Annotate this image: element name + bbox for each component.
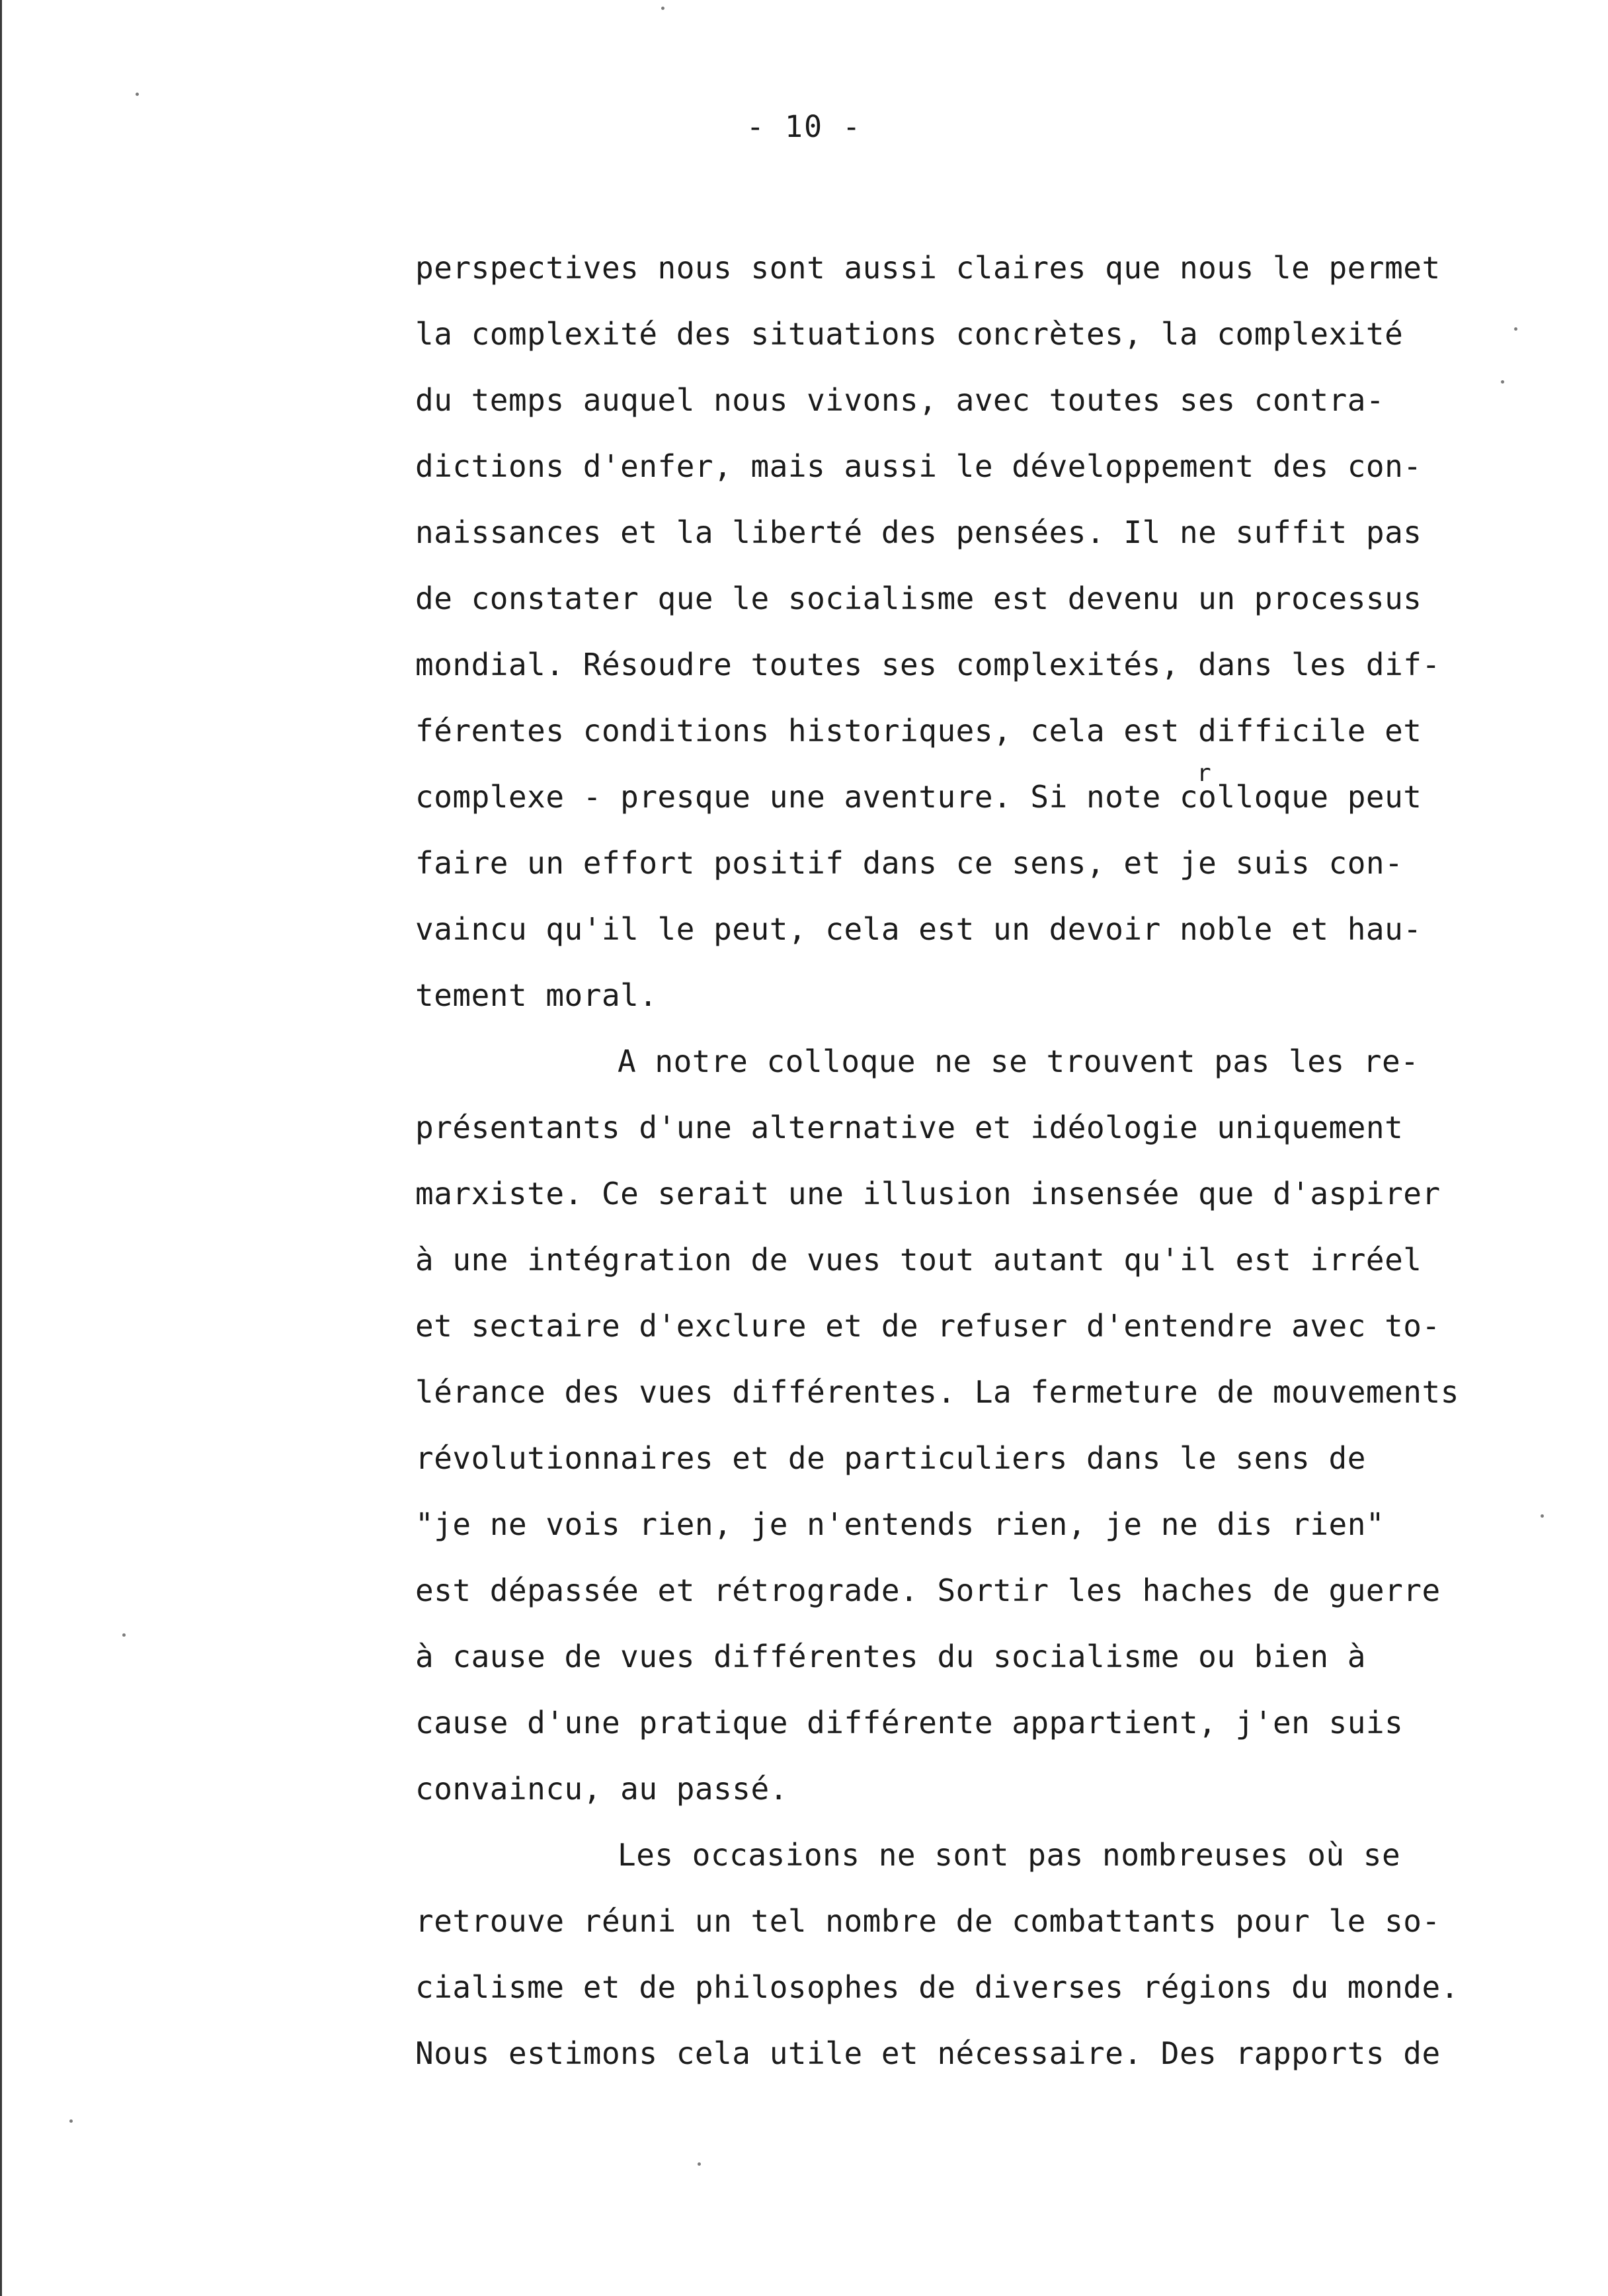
text-line: cialisme et de philosophes de diverses régions du monde.	[415, 1969, 1459, 2005]
paragraph-first-line: Les occasions ne sont pas nombreuses où se	[618, 1837, 1401, 1873]
scan-speck	[1501, 380, 1504, 384]
text-line: la complexité des situations concrètes, la complexité	[415, 316, 1404, 352]
text-line: cause d'une pratique différente appartient, j'en suis	[415, 1705, 1404, 1741]
paragraph-first-line: A notre colloque ne se trouvent pas les re-	[618, 1044, 1420, 1079]
scan-speck	[136, 93, 139, 96]
text-line: "je ne vois rien, je n'entends rien, je ne dis rien"	[415, 1506, 1385, 1542]
text-line: à cause de vues différentes du socialisme ou bien à	[415, 1639, 1366, 1674]
text-line: présentants d'une alternative et idéologie uniquement	[415, 1110, 1404, 1145]
page-number: - 10 -	[746, 109, 862, 144]
text-line: à une intégration de vues tout autant qu'il est irréel	[415, 1242, 1422, 1278]
text-line: faire un effort positif dans ce sens, et je suis con-	[415, 845, 1404, 881]
text-line: vaincu qu'il le peut, cela est un devoir noble et hau-	[415, 911, 1422, 947]
text-line: révolutionnaires et de particuliers dans le sens de	[415, 1440, 1366, 1476]
scan-speck	[1514, 327, 1517, 331]
handwritten-insertion: r	[1197, 760, 1211, 787]
text-line: tement moral.	[415, 977, 658, 1013]
text-line: de constater que le socialisme est devenu un processus	[415, 581, 1422, 616]
text-line: du temps auquel nous vivons, avec toutes ses contra-	[415, 382, 1385, 418]
text-line: et sectaire d'exclure et de refuser d'entendre avec to-	[415, 1308, 1441, 1344]
text-line: férentes conditions historiques, cela est difficile et	[415, 713, 1422, 749]
scan-speck	[661, 7, 664, 10]
text-line: dictions d'enfer, mais aussi le développement des con-	[415, 448, 1422, 484]
text-line: convaincu, au passé.	[415, 1771, 788, 1807]
text-line: naissances et la liberté des pensées. Il ne suffit pas	[415, 514, 1422, 550]
scan-speck	[1541, 1514, 1544, 1518]
text-line: lérance des vues différentes. La fermeture de mouvements	[415, 1374, 1459, 1410]
text-line: est dépassée et rétrograde. Sortir les haches de guerre	[415, 1573, 1441, 1608]
text-line: perspectives nous sont aussi claires que nous le permet	[415, 250, 1441, 286]
page-left-edge	[0, 0, 2, 2296]
text-line: marxiste. Ce serait une illusion insensée que d'aspirer	[415, 1176, 1441, 1211]
body-text	[415, 235, 1579, 2086]
scan-speck	[122, 1633, 126, 1637]
text-line: retrouve réuni un tel nombre de combattants pour le so-	[415, 1903, 1441, 1939]
scan-speck	[698, 2162, 701, 2166]
scan-speck	[69, 2119, 73, 2123]
text-line: mondial. Résoudre toutes ses complexités, dans les dif-	[415, 647, 1441, 682]
text-line: Nous estimons cela utile et nécessaire. Des rapports de	[415, 2035, 1441, 2071]
text-line: complexe - presque une aventure. Si note colloque peut	[415, 779, 1422, 815]
